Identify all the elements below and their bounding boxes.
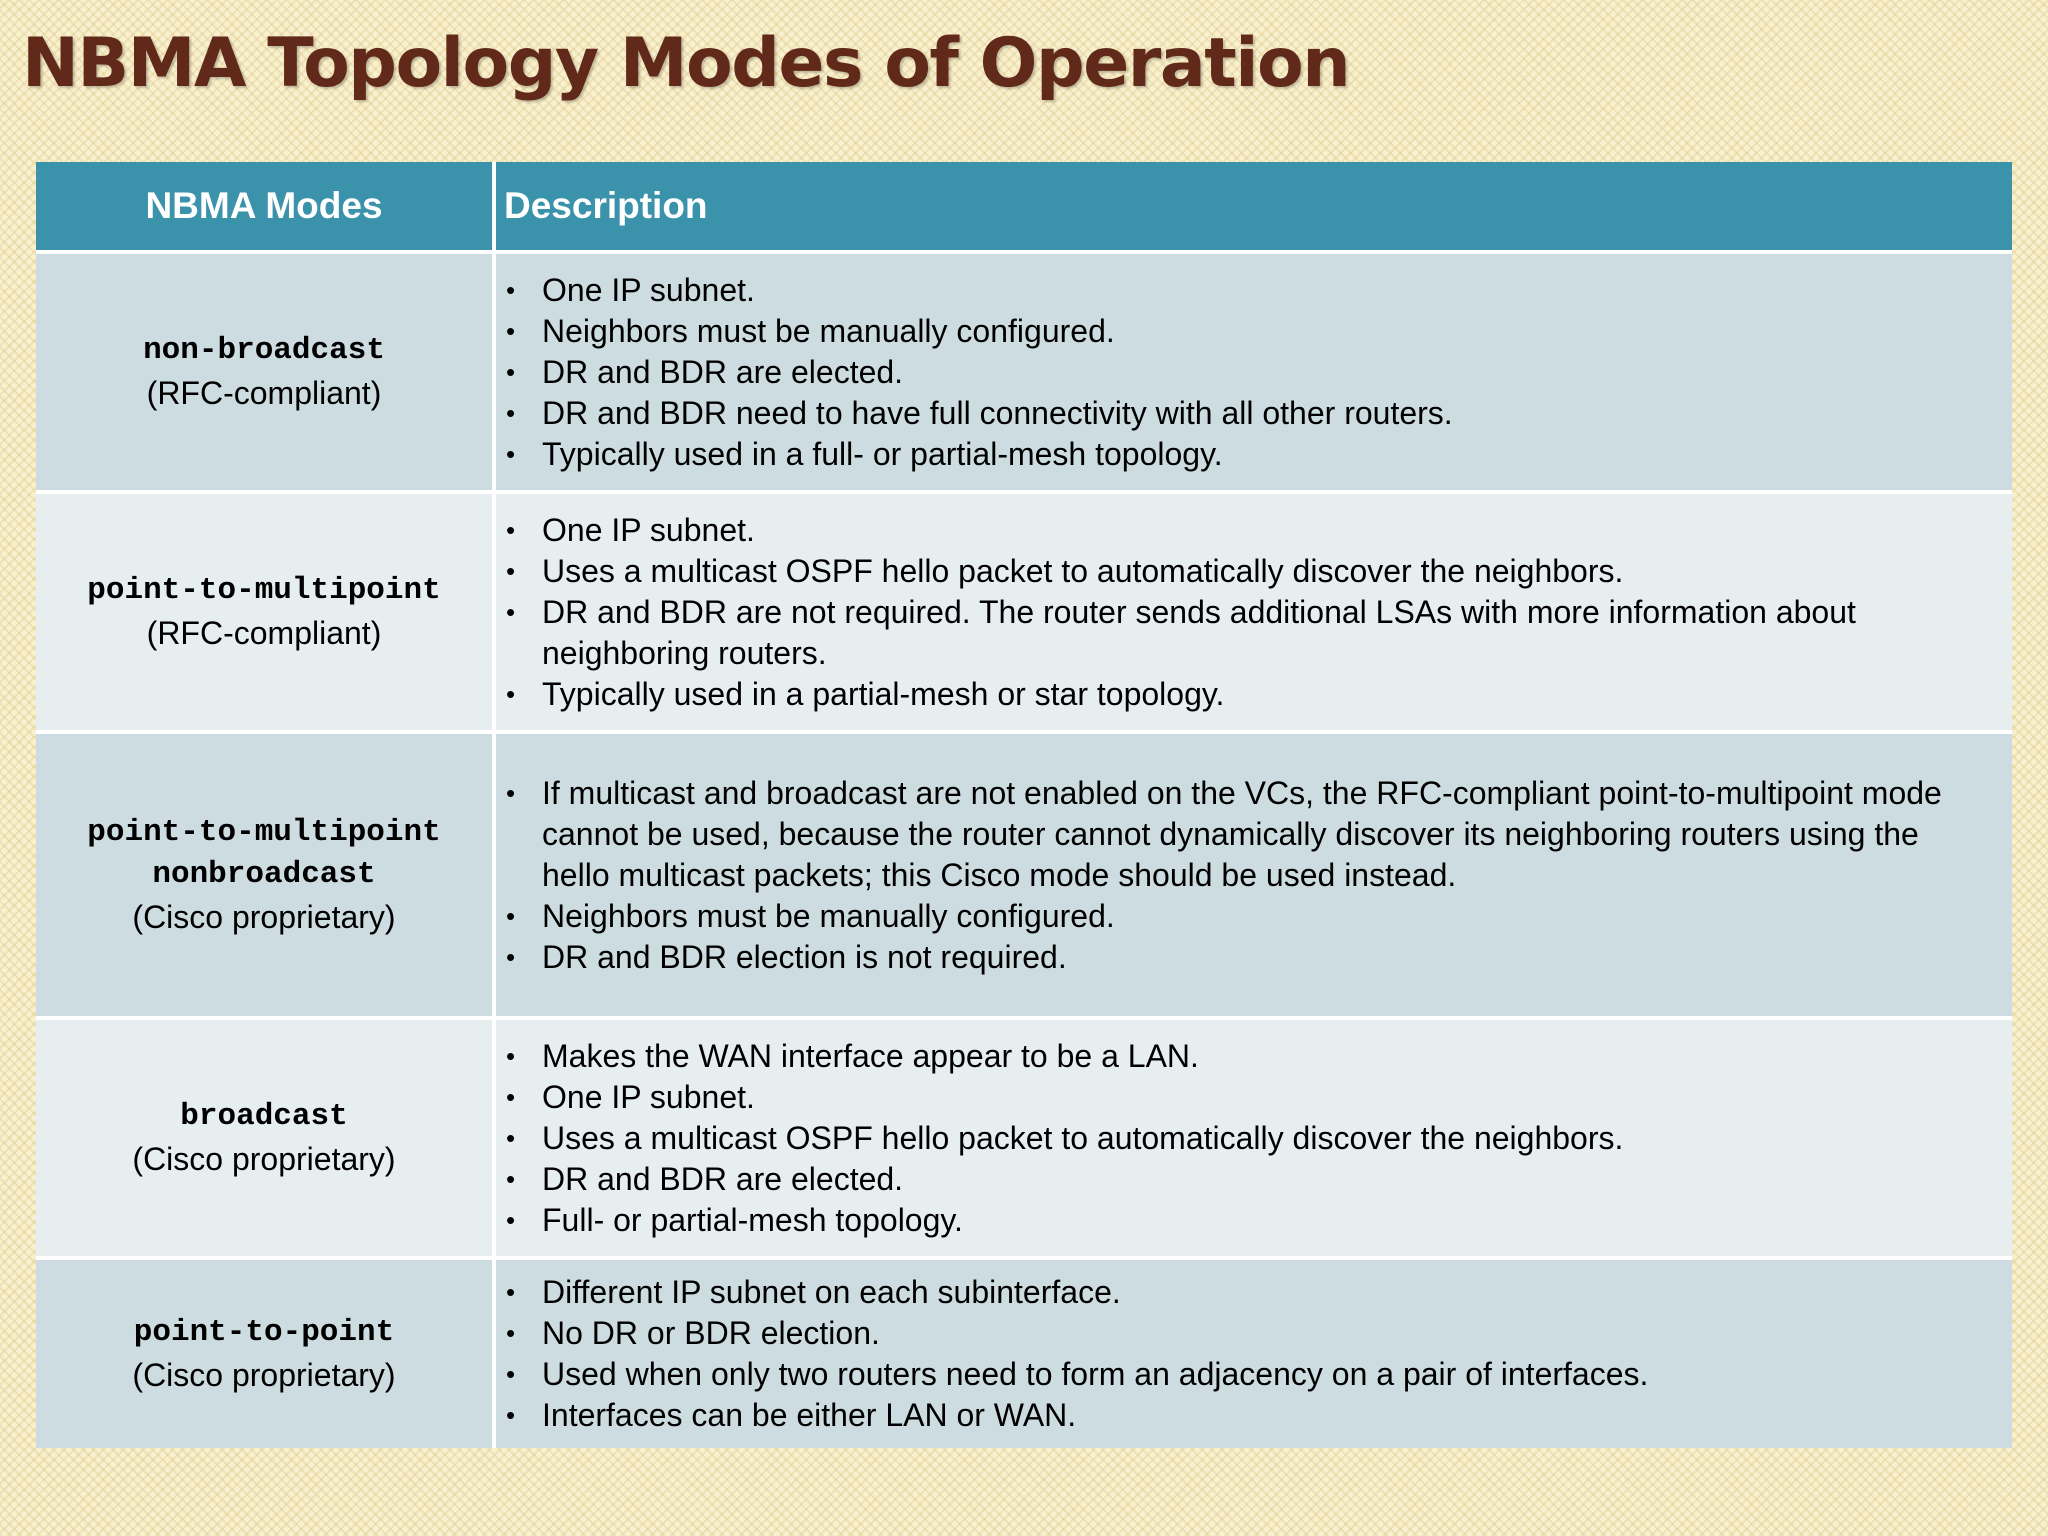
mode-note: (Cisco proprietary) [132,1357,396,1393]
table-row [36,732,2012,1018]
list-item: • Full- or partial-mesh topology. [504,1200,1992,1241]
list-item: • DR and BDR are not required. The router sends additional LSAs with more information about neighboring routers. [504,592,1992,674]
description-cell [494,492,2012,732]
list-item: • Used when only two routers need to form an adjacency on a pair of interfaces. [504,1354,1992,1395]
mode-name-line2: nonbroadcast [152,857,376,892]
bullet-list [496,270,2012,475]
mode-name: broadcast [180,1099,348,1134]
list-item: • Neighbors must be manually configured. [504,311,1992,352]
header-description: Description [494,162,2012,252]
bullet-list [496,1272,2012,1436]
mode-note: (Cisco proprietary) [132,1141,396,1177]
list-item: • Different IP subnet on each subinterface. [504,1272,1992,1313]
mode-note: (RFC-compliant) [146,615,382,651]
slide-title: NBMA Topology Modes of Operation [22,24,1350,103]
mode-name: non-broadcast [143,333,385,368]
table-row [36,252,2012,492]
mode-cell [36,1018,494,1258]
bullet-list [496,510,2012,715]
table-header-row [36,162,2012,252]
mode-cell [36,492,494,732]
description-cell [494,252,2012,492]
list-item: • DR and BDR are elected. [504,352,1992,393]
header-nbma-modes: NBMA Modes [36,162,494,252]
description-cell [494,732,2012,1018]
list-item: • DR and BDR are elected. [504,1159,1992,1200]
description-cell [494,1258,2012,1448]
mode-cell [36,732,494,1018]
list-item: • Makes the WAN interface appear to be a LAN. [504,1036,1992,1077]
table-row [36,1258,2012,1448]
list-item: • Typically used in a full- or partial-mesh topology. [504,434,1992,475]
description-cell [494,1018,2012,1258]
mode-note: (RFC-compliant) [146,375,382,411]
table-row [36,1018,2012,1258]
list-item: • One IP subnet. [504,510,1992,551]
mode-name: point-to-multipoint [87,815,441,850]
list-item: • Uses a multicast OSPF hello packet to automatically discover the neighbors. [504,551,1992,592]
list-item: • One IP subnet. [504,270,1992,311]
list-item: • Interfaces can be either LAN or WAN. [504,1395,1992,1436]
list-item: • DR and BDR election is not required. [504,937,1992,978]
list-item: • Neighbors must be manually configured. [504,896,1992,937]
bullet-list [496,773,2012,978]
mode-note: (Cisco proprietary) [132,899,396,935]
list-item: • DR and BDR need to have full connectivity with all other routers. [504,393,1992,434]
mode-cell [36,1258,494,1448]
list-item: • No DR or BDR election. [504,1313,1992,1354]
nbma-modes-table [36,162,2012,1448]
list-item: • If multicast and broadcast are not enabled on the VCs, the RFC-compliant point-to-multipoint mode cannot be used, because the router cannot dynamically discover its neighboring routers using the hello multicast packets; this Cisco mode should be used instead. [504,773,1992,896]
list-item: • Typically used in a partial-mesh or star topology. [504,674,1992,715]
list-item: • One IP subnet. [504,1077,1992,1118]
mode-cell [36,252,494,492]
mode-name: point-to-point [133,1315,395,1350]
mode-name: point-to-multipoint [87,573,441,608]
table-row [36,492,2012,732]
list-item: • Uses a multicast OSPF hello packet to automatically discover the neighbors. [504,1118,1992,1159]
bullet-list [496,1036,2012,1241]
